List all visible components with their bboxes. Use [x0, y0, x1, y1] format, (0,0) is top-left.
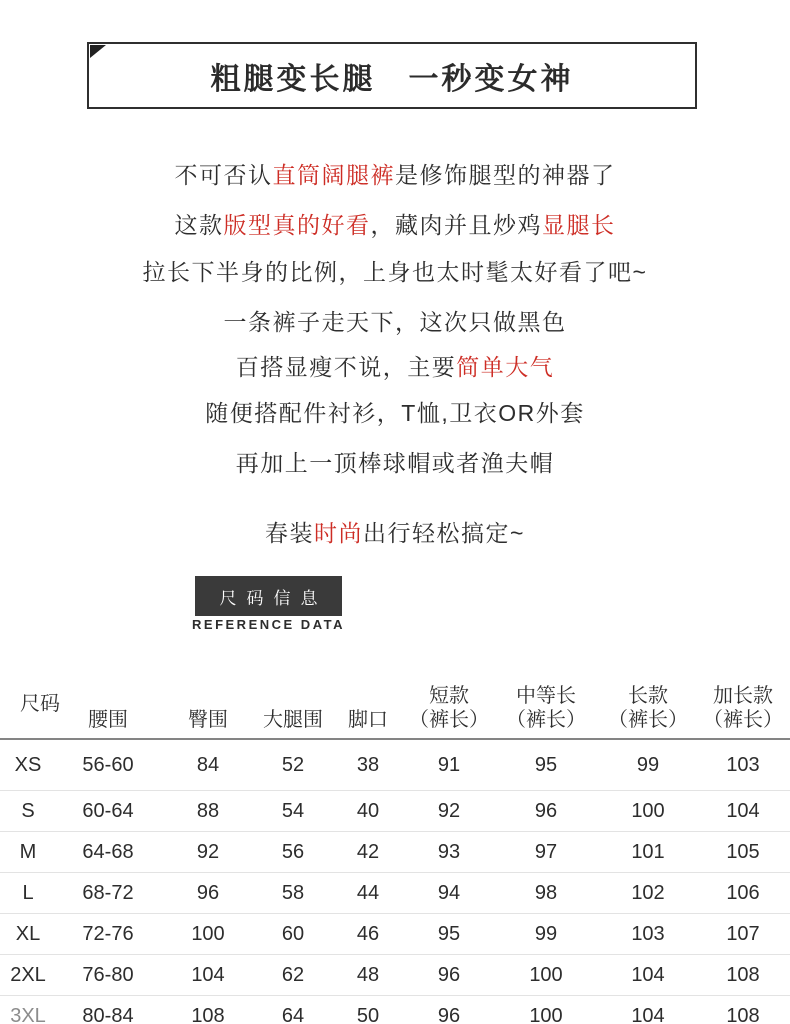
column-header: [406, 646, 492, 739]
banner-title: 粗腿变长腿 一秒变女神: [210, 62, 574, 96]
measurement-cell: 42: [330, 832, 406, 873]
measurement-cell: 72-76: [56, 914, 160, 955]
copy-line: [0, 259, 790, 285]
measurement-cell: 76-80: [56, 955, 160, 996]
measurement-cell: 99: [600, 739, 696, 791]
size-label-cell: 2XL: [0, 955, 56, 996]
size-info-badge: [195, 576, 342, 616]
size-table-body: [0, 739, 790, 1024]
column-header: [256, 646, 330, 739]
measurement-cell: 100: [160, 914, 256, 955]
size-table-header-row: [0, 646, 790, 739]
size-info-badge-label: 尺码信息: [219, 588, 328, 608]
measurement-cell: 88: [160, 791, 256, 832]
column-header-label: 尺码: [20, 693, 60, 715]
measurement-cell: 64-68: [56, 832, 160, 873]
measurement-cell: 92: [160, 832, 256, 873]
measurement-cell: 64: [256, 996, 330, 1024]
measurement-cell: 48: [330, 955, 406, 996]
measurement-cell: 101: [600, 832, 696, 873]
measurement-cell: 62: [256, 955, 330, 996]
measurement-cell: 92: [406, 791, 492, 832]
measurement-cell: 100: [492, 996, 600, 1024]
measurement-cell: 60: [256, 914, 330, 955]
column-header-label: 中等长: [516, 685, 576, 707]
body-text: 这款: [174, 212, 224, 238]
measurement-cell: 40: [330, 791, 406, 832]
measurement-cell: 103: [696, 739, 790, 791]
column-header-label: 大腿围: [263, 709, 323, 731]
body-text: 百搭显瘦不说，主要: [235, 354, 457, 380]
measurement-cell: 56-60: [56, 739, 160, 791]
column-header-label: 加长款: [713, 685, 773, 707]
size-label-cell: XS: [0, 739, 56, 791]
measurement-cell: 97: [492, 832, 600, 873]
table-row: [0, 914, 790, 955]
table-row: [0, 873, 790, 914]
measurement-cell: 46: [330, 914, 406, 955]
measurement-cell: 94: [406, 873, 492, 914]
highlight-text: 版型真的好看: [223, 212, 371, 238]
measurement-cell: 100: [492, 955, 600, 996]
column-header-sublabel: （裤长）: [506, 709, 586, 731]
size-table: [0, 646, 790, 1024]
column-header-sublabel: （裤长）: [608, 709, 688, 731]
measurement-cell: 108: [160, 996, 256, 1024]
measurement-cell: 106: [696, 873, 790, 914]
body-text: 是修饰腿型的神器了: [395, 162, 616, 188]
table-row: [0, 739, 790, 791]
column-header: [0, 646, 60, 739]
column-header: [56, 646, 160, 739]
measurement-cell: 95: [492, 739, 600, 791]
highlight-text: 直筒阔腿裤: [272, 162, 395, 188]
measurement-cell: 56: [256, 832, 330, 873]
measurement-cell: 104: [600, 955, 696, 996]
column-header: [600, 646, 696, 739]
measurement-cell: 96: [406, 996, 492, 1024]
measurement-cell: 103: [600, 914, 696, 955]
measurement-cell: 100: [600, 791, 696, 832]
copy-line: [0, 309, 790, 335]
size-label-cell: XL: [0, 914, 56, 955]
size-label-cell: S: [0, 791, 56, 832]
measurement-cell: 104: [600, 996, 696, 1024]
measurement-cell: 99: [492, 914, 600, 955]
copy-line: [0, 212, 790, 238]
measurement-cell: 91: [406, 739, 492, 791]
body-text: 随便搭配件衬衫，T恤,卫衣OR外套: [205, 400, 585, 426]
size-label-cell: 3XL: [0, 996, 56, 1024]
measurement-cell: 104: [160, 955, 256, 996]
measurement-cell: 50: [330, 996, 406, 1024]
body-text: ，藏肉并且炒鸡: [370, 212, 542, 238]
column-header-sublabel: （裤长）: [409, 709, 489, 731]
body-text: 不可否认: [174, 162, 273, 188]
body-text: 拉长下半身的比例，上身也太时髦太好看了吧~: [142, 259, 648, 285]
copy-line: [0, 520, 790, 546]
highlight-text: 时尚: [314, 520, 364, 546]
measurement-cell: 108: [696, 955, 790, 996]
measurement-cell: 58: [256, 873, 330, 914]
copy-line: [0, 450, 790, 476]
size-table-header: [0, 646, 790, 739]
measurement-cell: 104: [696, 791, 790, 832]
measurement-cell: 44: [330, 873, 406, 914]
column-header-label: 腰围: [88, 709, 128, 731]
highlight-text: 显腿长: [542, 212, 616, 238]
measurement-cell: 54: [256, 791, 330, 832]
column-header-sublabel: （裤长）: [703, 709, 783, 731]
copy-line: [0, 162, 790, 188]
measurement-cell: 108: [696, 996, 790, 1024]
table-row: [0, 955, 790, 996]
measurement-cell: 96: [492, 791, 600, 832]
body-text: 一条裤子走天下，这次只做黑色: [223, 309, 567, 335]
measurement-cell: 95: [406, 914, 492, 955]
column-header-label: 长款: [628, 685, 668, 707]
measurement-cell: 80-84: [56, 996, 160, 1024]
measurement-cell: 98: [492, 873, 600, 914]
column-header-label: 脚口: [348, 709, 388, 731]
body-text: 再加上一顶棒球帽或者渔夫帽: [235, 450, 555, 476]
copy-line: [0, 354, 790, 380]
size-label-cell: M: [0, 832, 56, 873]
body-text: 春装: [265, 520, 315, 546]
measurement-cell: 102: [600, 873, 696, 914]
measurement-cell: 96: [160, 873, 256, 914]
column-header: [696, 646, 790, 739]
reference-data-label: REFERENCE DATA: [192, 617, 345, 632]
column-header: [160, 646, 256, 739]
column-header-label: 臀围: [188, 709, 228, 731]
measurement-cell: 60-64: [56, 791, 160, 832]
measurement-cell: 107: [696, 914, 790, 955]
measurement-cell: 68-72: [56, 873, 160, 914]
highlight-text: 简单大气: [456, 354, 555, 380]
measurement-cell: 38: [330, 739, 406, 791]
body-text: 出行轻松搞定~: [363, 520, 525, 546]
measurement-cell: 96: [406, 955, 492, 996]
size-label-cell: L: [0, 873, 56, 914]
column-header-label: 短款: [429, 685, 469, 707]
table-row: [0, 996, 790, 1024]
table-row: [0, 791, 790, 832]
copy-line: [0, 400, 790, 426]
measurement-cell: 84: [160, 739, 256, 791]
column-header: [330, 646, 406, 739]
measurement-cell: 52: [256, 739, 330, 791]
measurement-cell: 93: [406, 832, 492, 873]
column-header: [492, 646, 600, 739]
table-row: [0, 832, 790, 873]
measurement-cell: 105: [696, 832, 790, 873]
